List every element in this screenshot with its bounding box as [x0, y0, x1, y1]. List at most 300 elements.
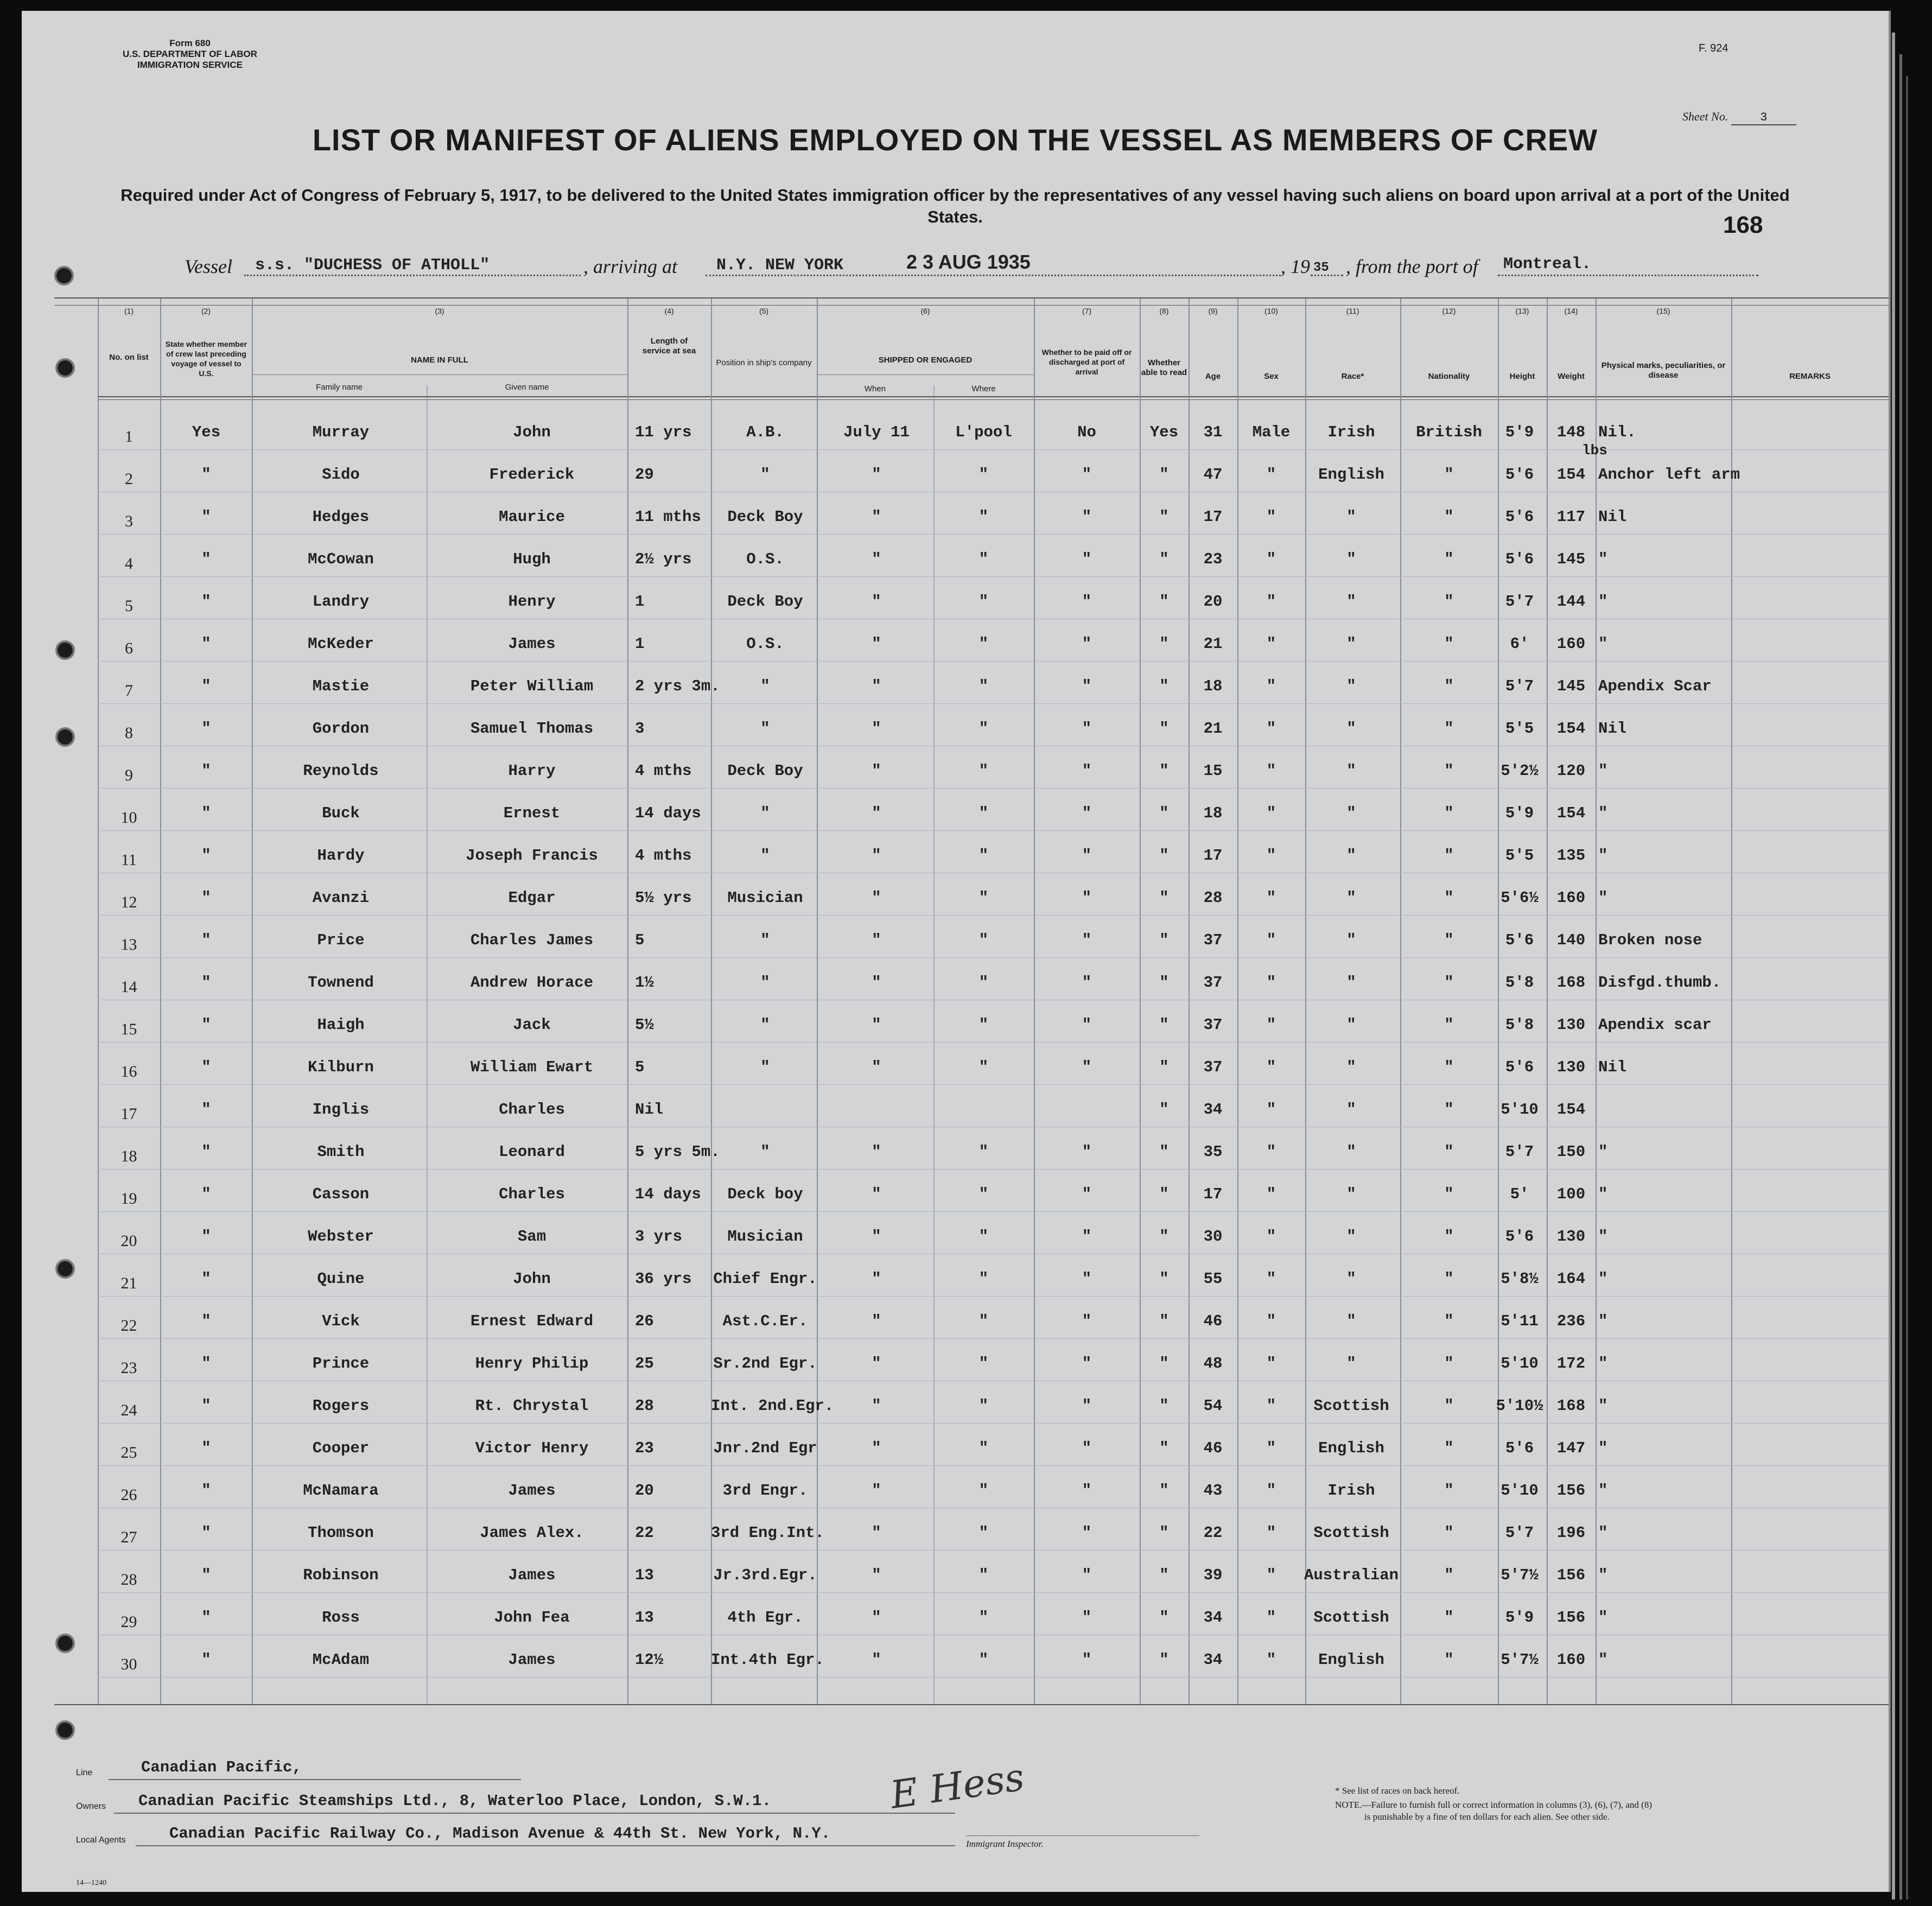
- cell-read: ": [1159, 1355, 1169, 1373]
- cell-given: John: [513, 1270, 551, 1288]
- row-number: 12: [120, 893, 137, 911]
- cell-family: Rogers: [312, 1397, 370, 1415]
- cell-service: 14 days: [635, 1185, 701, 1203]
- cell-paid: ": [1082, 550, 1092, 568]
- cell-height: 5'6: [1505, 931, 1534, 949]
- cell-position: Deck Boy: [727, 508, 803, 526]
- cell-nat: ": [1444, 677, 1454, 695]
- cell-age: 17: [1203, 1185, 1223, 1203]
- cell-age: 37: [1203, 1058, 1223, 1076]
- cell-given: Peter William: [470, 677, 594, 695]
- cell-weight: 130: [1556, 1016, 1586, 1034]
- cell-read: ": [1159, 1651, 1169, 1669]
- cell-prev: ": [201, 1185, 211, 1203]
- cell-weight: 150: [1556, 1143, 1586, 1161]
- cell-nat: ": [1444, 931, 1454, 949]
- cell-prev: ": [201, 635, 211, 653]
- binder-hole: [55, 1720, 75, 1740]
- cell-family: Gordon: [312, 720, 370, 738]
- row-number: 10: [120, 809, 137, 827]
- cell-given: James Alex.: [480, 1524, 584, 1542]
- cell-age: 23: [1203, 550, 1223, 568]
- cell-where: ": [978, 635, 989, 653]
- cell-nat: ": [1444, 1185, 1454, 1203]
- cell-height: 5'6: [1505, 1228, 1534, 1246]
- cell-marks: ": [1598, 804, 1608, 822]
- cell-read: ": [1159, 847, 1169, 865]
- row-number: 20: [120, 1232, 137, 1250]
- cell-sex: ": [1266, 508, 1276, 526]
- col4-num: (4): [664, 307, 674, 315]
- cell-nat: ": [1444, 762, 1454, 780]
- cell-height: 5'8: [1505, 974, 1534, 992]
- cell-family: Inglis: [312, 1101, 370, 1119]
- cell-when: ": [872, 1185, 881, 1203]
- cell-given: Rt. Chrystal: [475, 1397, 589, 1415]
- port-label: , from the port of: [1346, 256, 1478, 277]
- cell-weight: 156: [1556, 1482, 1586, 1500]
- cell-paid: ": [1082, 1143, 1092, 1161]
- form-info: [103, 38, 277, 71]
- cell-height: 5'8½: [1501, 1270, 1539, 1288]
- cell-given: James: [508, 1651, 556, 1669]
- manifest-page: [22, 11, 1889, 1892]
- cell-read: ": [1159, 1228, 1169, 1246]
- cell-paid: ": [1082, 1609, 1092, 1627]
- cell-age: 35: [1203, 1143, 1223, 1161]
- cell-position: 3rd Engr.: [722, 1482, 808, 1500]
- binder-hole: [55, 727, 75, 747]
- col14-header: Weight: [1558, 372, 1585, 381]
- cell-prev: ": [201, 974, 211, 992]
- cell-service: Nil: [635, 1101, 664, 1119]
- arrival-date-stamp: 2 3 AUG 1935: [906, 251, 1031, 273]
- cell-paid: ": [1082, 1566, 1092, 1584]
- cell-family: McCowan: [308, 550, 374, 568]
- cell-given: Ernest: [503, 804, 561, 822]
- col12-header: Nationality: [1428, 372, 1470, 381]
- cell-where: ": [978, 1482, 989, 1500]
- owners-value: Canadian Pacific Steamships Ltd., 8, Waterloo Place, London, S.W.1.: [138, 1792, 771, 1810]
- cell-nat: ": [1444, 1397, 1454, 1415]
- cell-weight: 148: [1556, 423, 1586, 441]
- cell-family: Reynolds: [303, 762, 379, 780]
- cell-prev: ": [201, 889, 211, 907]
- cell-age: 28: [1203, 889, 1223, 907]
- cell-when: ": [872, 550, 881, 568]
- year-value: 35: [1313, 261, 1329, 275]
- page-subtitle: Required under Act of Congress of February 5, 1917, to be delivered to the United States immigration officer by the representatives of any vessel having such aliens on board upon arrival at a port of the United States.: [120, 186, 1790, 226]
- cell-nat: ": [1444, 466, 1454, 484]
- cell-height: 5'9: [1505, 423, 1534, 441]
- cell-sex: ": [1266, 1397, 1276, 1415]
- form-f-number: F. 924: [1699, 42, 1728, 54]
- cell-service: 4 mths: [635, 847, 692, 865]
- cell-paid: ": [1082, 1355, 1092, 1373]
- cell-read: ": [1159, 1143, 1169, 1161]
- cell-family: Vick: [322, 1312, 360, 1330]
- cell-service: 4 mths: [635, 762, 692, 780]
- cell-given: Joseph Francis: [466, 847, 598, 865]
- col11-num: (11): [1346, 307, 1359, 315]
- cell-position: ": [760, 931, 770, 949]
- cell-family: Mastie: [312, 677, 370, 695]
- cell-where: ": [978, 1228, 989, 1246]
- cell-age: 39: [1203, 1566, 1223, 1584]
- cell-height: 5'7½: [1501, 1651, 1539, 1669]
- cell-when: ": [872, 762, 881, 780]
- cell-weight: 236: [1556, 1312, 1586, 1330]
- cell-nat: ": [1444, 1355, 1454, 1373]
- row-number: 1: [125, 428, 133, 446]
- cell-service: 25: [635, 1355, 654, 1373]
- cell-race: ": [1346, 804, 1356, 822]
- col2-header: State whether member of crew last preceding voyage of vessel to U.S.: [165, 340, 247, 378]
- cell-sex: ": [1266, 1439, 1276, 1457]
- cell-paid: ": [1082, 1482, 1092, 1500]
- cell-age: 31: [1203, 423, 1223, 441]
- cell-prev: ": [201, 1355, 211, 1373]
- cell-age: 47: [1203, 466, 1223, 484]
- cell-prev: Yes: [192, 423, 221, 441]
- row-number: 26: [120, 1486, 137, 1504]
- cell-family: Haigh: [317, 1016, 365, 1034]
- cell-prev: ": [201, 1270, 211, 1288]
- agents-label: Local Agents: [76, 1835, 126, 1845]
- cell-position: Int.4th Egr.: [711, 1651, 824, 1669]
- cell-height: 5'5: [1505, 847, 1534, 865]
- cell-marks: ": [1598, 889, 1608, 907]
- fine-note-line1: NOTE.—Failure to furnish full or correct information in columns (3), (6), (7), and (8): [1335, 1800, 1652, 1810]
- cell-prev: ": [201, 847, 211, 865]
- cell-marks: ": [1598, 1312, 1608, 1330]
- cell-service: 2 yrs 3m.: [635, 677, 720, 695]
- cell-given: Charles: [499, 1101, 565, 1119]
- cell-weight: 160: [1556, 1651, 1586, 1669]
- cell-family: Casson: [312, 1185, 370, 1203]
- cell-marks: Nil: [1598, 720, 1627, 738]
- cell-marks: ": [1598, 1143, 1608, 1161]
- cell-paid: ": [1082, 1397, 1092, 1415]
- line-value: Canadian Pacific,: [141, 1758, 302, 1776]
- cell-height: 5'7: [1505, 1143, 1534, 1161]
- cell-family: Cooper: [312, 1439, 370, 1457]
- cell-age: 21: [1203, 635, 1223, 653]
- cell-given: Victor Henry: [475, 1439, 589, 1457]
- cell-read: ": [1159, 1016, 1169, 1034]
- row-number: 2: [125, 470, 133, 488]
- row-number: 13: [120, 936, 137, 954]
- cell-race: Irish: [1327, 423, 1375, 441]
- cell-read: ": [1159, 1312, 1169, 1330]
- cell-height: 5'10: [1501, 1101, 1539, 1119]
- agents-value: Canadian Pacific Railway Co., Madison Avenue & 44th St. New York, N.Y.: [169, 1825, 831, 1843]
- cell-age: 34: [1203, 1651, 1223, 1669]
- col11-header: Race*: [1341, 372, 1364, 381]
- cell-read: ": [1159, 508, 1169, 526]
- cell-position: ": [760, 720, 770, 738]
- form-number: Form 680: [169, 38, 211, 48]
- cell-race: ": [1346, 1355, 1356, 1373]
- row-number: 17: [120, 1105, 137, 1123]
- cell-race: ": [1346, 720, 1356, 738]
- page-title: LIST OR MANIFEST OF ALIENS EMPLOYED ON THE VESSEL AS MEMBERS OF CREW: [312, 123, 1598, 157]
- cell-read: ": [1159, 677, 1169, 695]
- cell-height: 5': [1510, 1185, 1529, 1203]
- cell-marks: ": [1598, 1355, 1608, 1373]
- cell-where: ": [978, 508, 989, 526]
- vessel-label: Vessel: [185, 256, 232, 277]
- cell-given: Maurice: [499, 508, 565, 526]
- cell-sex: ": [1266, 677, 1276, 695]
- cell-age: 22: [1203, 1524, 1223, 1542]
- cell-family: Murray: [312, 423, 370, 441]
- col3-given-header: Given name: [505, 383, 549, 392]
- cell-service: 3 yrs: [635, 1228, 683, 1246]
- cell-race: English: [1318, 1651, 1384, 1669]
- cell-when: ": [872, 889, 881, 907]
- cell-sex: ": [1266, 1270, 1276, 1288]
- cell-nat: ": [1444, 1566, 1454, 1584]
- cell-nat: ": [1444, 550, 1454, 568]
- cell-when: ": [872, 1609, 881, 1627]
- cell-family: McNamara: [303, 1482, 379, 1500]
- col10-num: (10): [1264, 307, 1278, 315]
- cell-prev: ": [201, 1566, 211, 1584]
- cell-given: Charles: [499, 1185, 565, 1203]
- cell-race: ": [1346, 677, 1356, 695]
- cell-paid: ": [1082, 847, 1092, 865]
- fine-note-line2: is punishable by a fine of ten dollars for each alien. See other side.: [1364, 1812, 1610, 1822]
- cell-prev: ": [201, 804, 211, 822]
- cell-weight: 168: [1556, 974, 1586, 992]
- cell-when: ": [872, 508, 881, 526]
- row-number: 23: [120, 1359, 137, 1377]
- cell-paid: ": [1082, 720, 1092, 738]
- cell-nat: ": [1444, 1143, 1454, 1161]
- cell-family: Townend: [308, 974, 374, 992]
- cell-paid: ": [1082, 1228, 1092, 1246]
- row-number: 7: [125, 682, 133, 700]
- cell-marks: ": [1598, 1397, 1608, 1415]
- cell-weight: 156: [1556, 1566, 1586, 1584]
- cell-height: 5'2½: [1501, 762, 1539, 780]
- col1-num: (1): [124, 307, 134, 315]
- cell-read: ": [1159, 762, 1169, 780]
- cell-height: 5'6½: [1501, 889, 1539, 907]
- cell-marks: Apendix scar: [1598, 1016, 1712, 1034]
- cell-service: 5 yrs 5m.: [635, 1143, 720, 1161]
- cell-height: 5'9: [1505, 1609, 1534, 1627]
- row-number: 5: [125, 597, 133, 615]
- cell-sex: ": [1266, 1609, 1276, 1627]
- cell-marks: ": [1598, 550, 1608, 568]
- cell-service: 5½ yrs: [635, 889, 692, 907]
- cell-family: Kilburn: [308, 1058, 374, 1076]
- cell-given: Edgar: [508, 889, 556, 907]
- cell-marks: ": [1598, 1482, 1608, 1500]
- cell-family: Avanzi: [312, 889, 370, 907]
- binder-hole: [54, 266, 74, 285]
- col6-where-header: Where: [971, 384, 996, 393]
- cell-sex: ": [1266, 1058, 1276, 1076]
- cell-given: Charles James: [470, 931, 594, 949]
- col10-header: Sex: [1264, 372, 1279, 381]
- cell-given: Leonard: [499, 1143, 565, 1161]
- row-number: 29: [120, 1613, 137, 1631]
- cell-where: ": [978, 1355, 989, 1373]
- cell-given: Ernest Edward: [470, 1312, 594, 1330]
- cell-given: James: [508, 1566, 556, 1584]
- cell-sex: ": [1266, 1228, 1276, 1246]
- row-number: 22: [120, 1317, 137, 1335]
- cell-nat: ": [1444, 1524, 1454, 1542]
- cell-weight: 117: [1556, 508, 1586, 526]
- row-number: 25: [120, 1444, 137, 1462]
- cell-when: ": [872, 677, 881, 695]
- cell-nat: ": [1444, 1016, 1454, 1034]
- cell-race: ": [1346, 1270, 1356, 1288]
- cell-when: ": [872, 974, 881, 992]
- row-number: 6: [125, 639, 133, 657]
- cell-position: 3rd Eng.Int.: [711, 1524, 824, 1542]
- arriving-port: N.Y. NEW YORK: [716, 256, 844, 275]
- cell-weight: 196: [1556, 1524, 1586, 1542]
- cell-age: 17: [1203, 508, 1223, 526]
- cell-sex: ": [1266, 1566, 1276, 1584]
- cell-paid: ": [1082, 889, 1092, 907]
- cell-when: ": [872, 1143, 881, 1161]
- cell-read: ": [1159, 635, 1169, 653]
- cell-marks: Broken nose: [1598, 931, 1702, 949]
- cell-weight: 156: [1556, 1609, 1586, 1627]
- cell-paid: ": [1082, 931, 1092, 949]
- cell-marks: ": [1598, 762, 1608, 780]
- col3-num: (3): [435, 307, 444, 315]
- cell-race: ": [1346, 1101, 1356, 1119]
- cell-marks: ": [1598, 1270, 1608, 1288]
- binder-hole: [55, 1259, 75, 1279]
- form-code: 14—1240: [76, 1879, 106, 1887]
- row-number: 8: [125, 724, 133, 742]
- cell-prev: ": [201, 466, 211, 484]
- cell-where: ": [978, 677, 989, 695]
- cell-height: 5'7½: [1501, 1566, 1539, 1584]
- cell-race: Scottish: [1313, 1524, 1389, 1542]
- cell-prev: ": [201, 1397, 211, 1415]
- cell-position: Musician: [727, 889, 803, 907]
- cell-where: ": [978, 1270, 989, 1288]
- cell-position: A.B.: [746, 423, 784, 441]
- cell-read: ": [1159, 550, 1169, 568]
- cell-read: ": [1159, 593, 1169, 611]
- cell-paid: ": [1082, 1651, 1092, 1669]
- cell-service: 13: [635, 1609, 654, 1627]
- cell-race: ": [1346, 1058, 1356, 1076]
- cell-nat: ": [1444, 508, 1454, 526]
- cell-race: English: [1318, 466, 1384, 484]
- cell-nat: British: [1416, 423, 1482, 441]
- cell-marks: ": [1598, 635, 1608, 653]
- cell-age: 30: [1203, 1228, 1223, 1246]
- cell-position: ": [760, 804, 770, 822]
- cell-read: ": [1159, 1566, 1169, 1584]
- cell-nat: ": [1444, 1482, 1454, 1500]
- cell-paid: ": [1082, 762, 1092, 780]
- cell-sex: ": [1266, 974, 1276, 992]
- cell-prev: ": [201, 1143, 211, 1161]
- cell-weight: 172: [1556, 1355, 1586, 1373]
- cell-service: 1: [635, 635, 645, 653]
- cell-paid: ": [1082, 1058, 1092, 1076]
- cell-paid: ": [1082, 508, 1092, 526]
- cell-height: 5'10: [1501, 1482, 1539, 1500]
- cell-race: ": [1346, 974, 1356, 992]
- cell-prev: ": [201, 1312, 211, 1330]
- cell-sex: ": [1266, 466, 1276, 484]
- cell-service: 28: [635, 1397, 654, 1415]
- cell-family: Hardy: [317, 847, 365, 865]
- departure-port: Montreal.: [1503, 255, 1592, 274]
- col13-num: (13): [1515, 307, 1529, 315]
- cell-where: ": [978, 804, 989, 822]
- cell-family: Quine: [317, 1270, 365, 1288]
- cell-read: ": [1159, 1439, 1169, 1457]
- cell-where: ": [978, 1185, 989, 1203]
- cell-race: ": [1346, 931, 1356, 949]
- cell-paid: ": [1082, 677, 1092, 695]
- binder-hole: [55, 1634, 75, 1653]
- cell-age: 46: [1203, 1312, 1223, 1330]
- cell-marks: Apendix Scar: [1598, 677, 1712, 695]
- inspector-signature: E Hess: [887, 1755, 1027, 1818]
- cell-service: 14 days: [635, 804, 701, 822]
- col8-num: (8): [1159, 307, 1169, 315]
- cell-weight: 147: [1556, 1439, 1586, 1457]
- cell-read: ": [1159, 931, 1169, 949]
- cell-nat: ": [1444, 847, 1454, 865]
- cell-weight: 120: [1556, 762, 1586, 780]
- cell-read: ": [1159, 1101, 1169, 1119]
- cell-given: Frederick: [489, 466, 575, 484]
- cell-where: ": [978, 1143, 989, 1161]
- cell-race: ": [1346, 593, 1356, 611]
- cell-position: 4th Egr.: [727, 1609, 803, 1627]
- col2-num: (2): [201, 307, 211, 315]
- cell-prev: ": [201, 1058, 211, 1076]
- col9-header: Age: [1205, 372, 1221, 381]
- cell-service: 3: [635, 720, 645, 738]
- cell-family: Prince: [312, 1355, 370, 1373]
- arriving-label: , arriving at: [583, 256, 678, 277]
- cell-service: 29: [635, 466, 654, 484]
- col12-num: (12): [1442, 307, 1456, 315]
- cell-given: Samuel Thomas: [470, 720, 594, 738]
- cell-family: Webster: [308, 1228, 374, 1246]
- cell-where: ": [978, 593, 989, 611]
- cell-where: ": [978, 762, 989, 780]
- cell-service: 36 yrs: [635, 1270, 692, 1288]
- cell-age: 34: [1203, 1101, 1223, 1119]
- cell-weight: 130: [1556, 1228, 1586, 1246]
- cell-paid: ": [1082, 593, 1092, 611]
- col14-num: (14): [1564, 307, 1578, 315]
- cell-when: ": [872, 1397, 881, 1415]
- col16-header: REMARKS: [1789, 372, 1831, 381]
- cell-marks: ": [1598, 1439, 1608, 1457]
- weight-unit: lbs: [1582, 442, 1607, 459]
- cell-age: 34: [1203, 1609, 1223, 1627]
